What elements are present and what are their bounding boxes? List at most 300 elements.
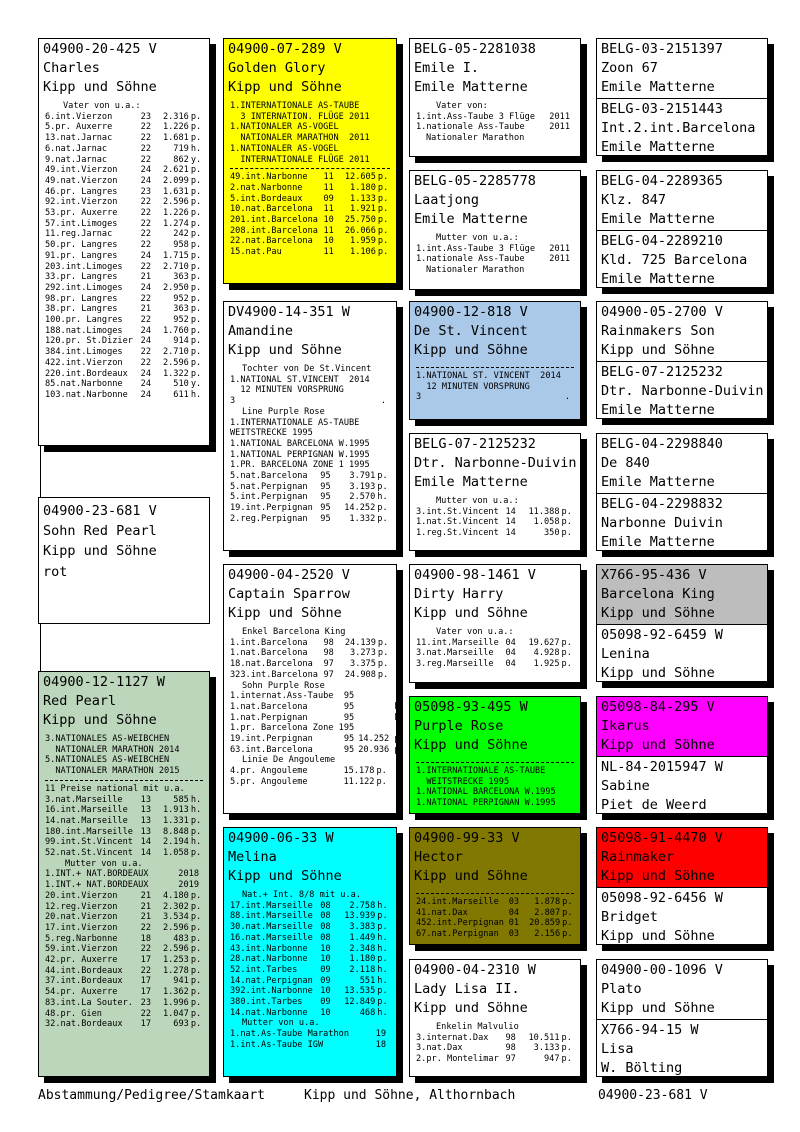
result-cell: 13.535 xyxy=(344,986,376,997)
result-cell: 2018 xyxy=(178,869,199,880)
footer-breeder: Kipp und Söhne, Althornbach xyxy=(304,1088,516,1103)
result-cell: 48.pr. Gien xyxy=(45,1008,102,1019)
breeder-name: Kipp und Söhne xyxy=(414,868,528,884)
result-cell: 10 xyxy=(323,236,334,247)
result-cell: 1.internat.Ass-Taube xyxy=(230,691,334,702)
ancestor-entry[interactable] xyxy=(597,434,767,493)
results-list xyxy=(410,492,580,539)
result-row xyxy=(45,304,203,315)
result-cell: 24 xyxy=(140,250,152,261)
divider xyxy=(230,168,390,169)
ring-number: 04900-20-425 V xyxy=(43,41,157,57)
results-table xyxy=(230,691,407,755)
ring-number: DV4900-14-351 W xyxy=(228,304,350,320)
result-row xyxy=(45,283,203,294)
result-cell: 95 xyxy=(320,471,331,482)
result-cell: 41.nat.Dax xyxy=(416,907,468,918)
dsd-card[interactable] xyxy=(409,696,581,814)
result-cell: 2.pr. Montelimar xyxy=(416,1054,499,1065)
ancestor-entry[interactable] xyxy=(597,361,767,420)
results-table xyxy=(230,471,390,525)
result-cell: 95 xyxy=(343,691,355,702)
result-row xyxy=(230,482,390,493)
result-row xyxy=(230,638,390,649)
result-cell: 1.int.Ass-Taube 3 Flüge xyxy=(416,243,535,254)
result-cell: p. xyxy=(561,648,572,659)
result-cell: 24 xyxy=(140,379,152,390)
pigeon-name: Melina xyxy=(228,849,277,865)
result-cell: 1.106 xyxy=(350,247,376,258)
result-cell: 08 xyxy=(320,900,331,911)
result-row xyxy=(416,1054,574,1065)
result-cell: 208.int.Barcelona xyxy=(230,225,318,236)
result-cell: p. xyxy=(190,347,202,358)
result-cell: 1.058 xyxy=(162,848,189,859)
result-cell: 99.int.St.Vincent xyxy=(45,837,133,848)
result-cell: 14.nat.Perpignan xyxy=(230,975,313,986)
result-row xyxy=(230,670,390,681)
result-row xyxy=(230,777,390,788)
result-cell: 3.nat.Marseille xyxy=(45,794,123,805)
result-row xyxy=(230,901,390,912)
ancestor-entry[interactable] xyxy=(597,565,767,624)
breeder-name: Kipp und Söhne xyxy=(228,79,342,95)
result-row xyxy=(45,923,203,934)
result-cell: 08 xyxy=(320,922,331,933)
result-cell: 67.nat.Perpignan xyxy=(416,929,499,940)
result-cell: p. xyxy=(190,357,202,368)
result-cell: 08 xyxy=(320,932,331,943)
title-line: 1.INTERNATIONALE AS-TAUBE xyxy=(230,101,360,111)
result-cell: p. xyxy=(190,815,202,826)
result-cell: 12.849 xyxy=(344,997,376,1008)
ddd-card[interactable] xyxy=(409,959,581,1077)
ring-number: X766-94-15 W xyxy=(601,1022,699,1038)
result-row xyxy=(416,517,574,528)
result-cell: h. xyxy=(377,943,388,954)
breeder-name: Emile Matterne xyxy=(601,139,715,155)
result-cell: 22 xyxy=(140,293,152,304)
result-row xyxy=(45,912,203,923)
result-cell: 13 xyxy=(140,794,152,805)
ancestor-entry[interactable] xyxy=(597,624,767,683)
result-cell: p. xyxy=(377,669,389,680)
ancestor-pair-card[interactable] xyxy=(596,301,768,419)
pigeon-name: Dtr. Narbonne-Duivin xyxy=(601,383,764,399)
breeder-name: Emile Matterne xyxy=(601,402,715,418)
result-row xyxy=(230,1040,390,1051)
result-cell: p. xyxy=(377,997,388,1008)
result-cell: 422.int.Vierzon xyxy=(45,357,123,368)
breeder-name: Kipp und Söhne xyxy=(414,1000,528,1016)
ring-number: BELG-05-2285778 xyxy=(414,173,536,189)
title-line: 1.INTERNATIONALE AS-TAUBE xyxy=(416,766,546,776)
results-table xyxy=(416,507,574,539)
result-cell: p. xyxy=(190,186,202,197)
result-cell: p. xyxy=(190,175,202,186)
result-row xyxy=(230,766,390,777)
result-cell: p. xyxy=(190,368,202,379)
ancestor-entry[interactable] xyxy=(597,302,767,361)
result-cell: p. xyxy=(561,637,572,648)
results-table xyxy=(416,392,574,403)
result-cell: 22 xyxy=(140,229,152,240)
result-row xyxy=(230,514,390,525)
result-cell: 551 xyxy=(359,975,376,986)
ancestor-entry[interactable] xyxy=(597,171,767,230)
ring-number: 05098-92-6456 W xyxy=(601,890,723,906)
result-cell: 203.int.Limoges xyxy=(45,261,123,272)
breeder-name: Kipp und Söhne xyxy=(601,737,715,753)
result-cell: 22 xyxy=(140,218,152,229)
result-row xyxy=(230,194,390,205)
result-row xyxy=(45,944,203,955)
ancestor-entry[interactable] xyxy=(597,493,767,552)
result-cell: p. xyxy=(190,890,202,901)
result-cell: 380.int.Tarbes xyxy=(230,997,303,1008)
result-row xyxy=(230,911,390,922)
sds-card[interactable] xyxy=(409,301,581,420)
result-cell: 2.156 xyxy=(534,929,561,940)
ancestor-pair-card[interactable] xyxy=(596,827,768,945)
result-cell: 1.INT.+ NAT.BORDEAUX xyxy=(45,869,149,880)
results-header: Enkel Barcelona King xyxy=(242,627,346,637)
result-row xyxy=(230,713,407,724)
result-cell: 1.nationale Ass-Taube xyxy=(416,254,525,265)
result-cell: 17 xyxy=(140,955,152,966)
result-cell: 3.133 xyxy=(533,1043,560,1054)
result-cell: p. xyxy=(561,528,572,539)
breeder-name: W. Bölting xyxy=(601,1060,683,1076)
result-cell: 59.int.Vierzon xyxy=(45,944,118,955)
sire-sire-card[interactable] xyxy=(223,38,397,284)
title-line: 1.NATIONAL BARCELONA W.1995 xyxy=(230,438,370,449)
result-row xyxy=(416,1033,574,1044)
ring-number: 04900-98-1461 V xyxy=(414,567,536,583)
result-cell: 95 xyxy=(343,701,355,712)
footer-title: Abstammung/Pedigree/Stamkaart xyxy=(38,1088,265,1103)
pigeon-name: Barcelona King xyxy=(601,586,715,602)
result-cell: 88.int.Marseille xyxy=(230,911,313,922)
result-cell: 3.375 xyxy=(350,659,376,670)
ring-number: 05098-84-295 V xyxy=(601,699,715,715)
result-row xyxy=(45,133,203,144)
divider xyxy=(416,762,574,763)
result-cell: 14 xyxy=(505,517,516,528)
title-line: 1.NATIONAL PERPIGNAN W.1995 xyxy=(416,798,556,809)
ring-number: 04900-05-2700 V xyxy=(601,304,723,320)
ssd-card[interactable] xyxy=(409,170,581,290)
result-cell: 2.570 xyxy=(349,492,376,503)
ring-number: 04900-12-1127 W xyxy=(43,674,165,690)
result-cell: 1.760 xyxy=(162,325,189,336)
dam-card[interactable] xyxy=(38,671,210,1077)
result-cell: 1.913 xyxy=(162,805,189,816)
ring-number: X766-95-436 V xyxy=(601,567,707,583)
result-cell: 1.047 xyxy=(162,1008,189,1019)
ring-number: 05098-91-4470 V xyxy=(601,830,723,846)
result-cell: 1.180 xyxy=(350,182,376,193)
result-cell: 22 xyxy=(140,315,152,326)
result-cell: 21 xyxy=(140,304,152,315)
ancestor-pair-card[interactable] xyxy=(596,170,768,288)
result-cell: 04 xyxy=(505,659,516,670)
result-cell: 11 xyxy=(323,204,334,215)
result-cell: 1.449 xyxy=(349,932,376,943)
results-table xyxy=(230,638,390,681)
result-cell: p. xyxy=(377,648,389,659)
result-cell: 17 xyxy=(140,987,152,998)
result-cell: 08 xyxy=(320,911,331,922)
result-row xyxy=(230,954,390,965)
dss-card[interactable] xyxy=(409,564,581,683)
pigeon-name: Lenina xyxy=(601,646,650,662)
result-cell: 242 xyxy=(173,229,189,240)
results-header: Mutter von u.a.: xyxy=(436,496,519,506)
pigeon-name: Golden Glory xyxy=(228,60,326,76)
ring-number: BELG-04-2289365 xyxy=(601,173,723,189)
result-cell: 24 xyxy=(140,368,152,379)
result-row xyxy=(45,294,203,305)
result-cell: 1.nationale Ass-Taube xyxy=(416,122,525,133)
result-cell: 510 xyxy=(173,379,189,390)
result-cell: 01 xyxy=(508,918,520,929)
result-cell: 22.nat.Barcelona xyxy=(230,236,313,247)
result-cell: p. xyxy=(190,987,202,998)
result-cell: 15.178 xyxy=(343,766,375,777)
result-cell: 14 xyxy=(505,506,516,517)
ancestor-entry[interactable] xyxy=(597,39,767,98)
result-cell: 363 xyxy=(173,304,189,315)
title-line: 1.NATIONAL ST.VINCENT 2014 xyxy=(230,374,370,385)
result-cell: 1.nat.Barcelona xyxy=(230,648,308,659)
ancestor-pair-card[interactable] xyxy=(596,564,768,682)
breeder-name: Kipp und Söhne xyxy=(601,1000,715,1016)
result-row xyxy=(45,816,203,827)
result-cell: 363 xyxy=(173,272,189,283)
result-cell: p. xyxy=(377,513,388,524)
ancestor-entry[interactable] xyxy=(597,1019,767,1078)
result-cell: p. xyxy=(377,954,388,965)
result-cell: 04 xyxy=(505,648,516,659)
result-cell: 17.int.Marseille xyxy=(230,900,313,911)
result-cell: p. xyxy=(190,261,202,272)
result-cell: p. xyxy=(377,637,389,648)
result-cell: 14.nat.Narbonne xyxy=(230,1007,308,1018)
result-cell: 17.int.Vierzon xyxy=(45,922,118,933)
result-cell: p. xyxy=(377,481,388,492)
sdd-card[interactable] xyxy=(409,433,581,551)
result-cell: 95 xyxy=(343,712,355,723)
result-cell: 30.nat.Marseille xyxy=(230,922,313,933)
result-cell: 693 xyxy=(173,1019,189,1030)
result-row xyxy=(45,176,203,187)
result-row xyxy=(45,369,203,380)
result-cell: 1.715 xyxy=(162,250,189,261)
result-cell: p. xyxy=(190,955,202,966)
result-cell: 2.950 xyxy=(162,282,189,293)
ring-number: 04900-06-33 W xyxy=(228,830,334,846)
dds-card[interactable] xyxy=(409,827,581,945)
results-table xyxy=(45,869,203,890)
result-cell: 1.921 xyxy=(350,204,376,215)
result-cell: 83.int.La Souter. xyxy=(45,997,133,1008)
result-row xyxy=(230,1029,390,1040)
pigeon-name: Lisa xyxy=(601,1041,634,1057)
result-cell: p. xyxy=(190,325,202,336)
results-table xyxy=(45,795,203,859)
result-cell: p. xyxy=(562,918,573,929)
result-cell: p. xyxy=(190,197,202,208)
sss-card[interactable] xyxy=(409,38,581,157)
result-cell: 44.int.Bordeaux xyxy=(45,965,123,976)
result-row xyxy=(45,347,203,358)
result-cell: h. xyxy=(377,975,388,986)
ancestor-pair-card[interactable] xyxy=(596,433,768,551)
result-row xyxy=(45,880,203,891)
result-cell: . xyxy=(380,396,386,407)
ancestor-entry[interactable] xyxy=(597,887,767,946)
result-cell: 21 xyxy=(140,890,152,901)
result-cell: 97 xyxy=(505,1054,516,1065)
pigeon-name: Sabine xyxy=(601,778,650,794)
breeder-name: Emile Matterne xyxy=(601,79,715,95)
ancestor-entry[interactable] xyxy=(597,828,767,887)
result-cell: y. xyxy=(190,154,202,165)
result-cell: 32.nat.Bordeaux xyxy=(45,1019,123,1030)
result-cell: 24.139 xyxy=(344,637,376,648)
ancestor-pair-card[interactable] xyxy=(596,696,768,814)
result-cell: 10 xyxy=(320,1007,331,1018)
result-cell: 14 xyxy=(140,848,152,859)
result-cell: p. xyxy=(190,901,202,912)
result-cell: 18 xyxy=(375,1039,386,1050)
result-cell: h. xyxy=(190,794,202,805)
ring-number: BELG-04-2298832 xyxy=(601,496,723,512)
results-list xyxy=(410,623,580,670)
result-cell: 611 xyxy=(173,389,189,400)
result-cell: p. xyxy=(190,282,202,293)
result-row xyxy=(416,244,574,255)
result-row xyxy=(45,805,203,816)
result-row xyxy=(416,528,574,539)
result-cell: 10.nat.Barcelona xyxy=(230,204,313,215)
result-row xyxy=(45,966,203,977)
title-line: 1.NATIONAL PERPIGNAN W.1995 xyxy=(230,449,370,460)
dam-dam-card[interactable] xyxy=(223,827,397,1077)
result-line: Nationaler Marathon xyxy=(426,265,525,276)
result-cell: 24 xyxy=(140,175,152,186)
result-cell: 95 xyxy=(320,481,331,492)
result-cell: 22 xyxy=(140,922,152,933)
result-row xyxy=(45,315,203,326)
breeder-name: Emile Matterne xyxy=(601,211,715,227)
result-cell: 952 xyxy=(173,315,189,326)
breeder-name: Kipp und Söhne xyxy=(414,342,528,358)
result-row xyxy=(45,122,203,133)
result-row xyxy=(416,122,574,133)
result-cell: 2.302 xyxy=(162,901,189,912)
result-cell: 04 xyxy=(505,637,516,648)
result-cell: 26.066 xyxy=(344,225,376,236)
result-row xyxy=(45,379,203,390)
ancestor-entry[interactable] xyxy=(597,697,767,756)
result-row xyxy=(45,837,203,848)
result-cell: 10 xyxy=(320,986,331,997)
sire-card[interactable] xyxy=(38,38,210,446)
result-cell: p. xyxy=(561,1032,572,1043)
result-cell: 09 xyxy=(320,975,331,986)
result-cell: 2.099 xyxy=(162,175,189,186)
ring-number: BELG-04-2289210 xyxy=(601,233,723,249)
result-cell: p. xyxy=(377,182,389,193)
result-row xyxy=(45,326,203,337)
result-row xyxy=(45,934,203,945)
breeder-name: Kipp und Söhne xyxy=(228,342,342,358)
results-table xyxy=(230,396,390,407)
results-table xyxy=(416,112,574,133)
result-cell: p. xyxy=(376,776,387,787)
pigeon-name: Sohn Red Pearl xyxy=(43,523,157,539)
result-cell: 22 xyxy=(140,208,152,219)
ancestor-entry[interactable] xyxy=(597,960,767,1019)
dam-sire-card[interactable] xyxy=(223,564,405,814)
results-header: Line Purple Rose xyxy=(242,406,325,417)
result-cell: h. xyxy=(190,389,202,400)
result-cell: 6.nat.Jarnac xyxy=(45,143,108,154)
result-cell: p. xyxy=(377,471,388,482)
result-cell: 2.710 xyxy=(162,347,189,358)
result-row xyxy=(416,659,574,670)
result-cell: p. xyxy=(377,204,389,215)
result-cell: 1.362 xyxy=(162,987,189,998)
result-cell: 2011 xyxy=(549,111,570,122)
result-cell: 98.pr. Langres xyxy=(45,293,118,304)
result-cell: 24 xyxy=(140,389,152,400)
breeder-name: Emile Matterne xyxy=(601,271,715,287)
ancestor-entry[interactable] xyxy=(597,230,767,289)
result-cell: 22 xyxy=(140,133,152,144)
result-row xyxy=(230,236,390,247)
result-cell: 2.596 xyxy=(162,357,189,368)
sire-dam-card[interactable] xyxy=(223,301,397,551)
result-cell: 2.621 xyxy=(162,165,189,176)
result-cell: 22 xyxy=(140,122,152,133)
result-cell: p. xyxy=(562,907,573,918)
result-cell: 2.316 xyxy=(162,111,189,122)
title-line: NATIONALER MARATHON 2011 xyxy=(230,133,370,144)
result-cell: p. xyxy=(190,1019,202,1030)
pigeon-name: Charles xyxy=(43,60,100,76)
result-cell: 1.332 xyxy=(349,513,376,524)
ancestor-entry[interactable] xyxy=(597,98,767,157)
pigeon-name: Captain Sparrow xyxy=(228,586,350,602)
result-row xyxy=(230,1008,390,1019)
ancestor-pair-card[interactable] xyxy=(596,959,768,1077)
result-cell: 25.750 xyxy=(344,215,376,226)
subject-card[interactable] xyxy=(38,497,210,624)
pigeon-name: De St. Vincent xyxy=(414,323,528,339)
result-cell: 5.nat.Perpignan xyxy=(230,481,308,492)
pigeon-name: Zoon 67 xyxy=(601,60,658,76)
ancestor-pair-card[interactable] xyxy=(596,38,768,156)
result-cell: 9.nat.Jarnac xyxy=(45,154,108,165)
result-cell: 04 xyxy=(508,907,520,918)
ring-number: BELG-04-2298840 xyxy=(601,436,723,452)
result-cell: 22 xyxy=(140,154,152,165)
ancestor-entry[interactable] xyxy=(597,756,767,815)
results-header: 11 Preise national mit u.a. xyxy=(45,783,185,794)
